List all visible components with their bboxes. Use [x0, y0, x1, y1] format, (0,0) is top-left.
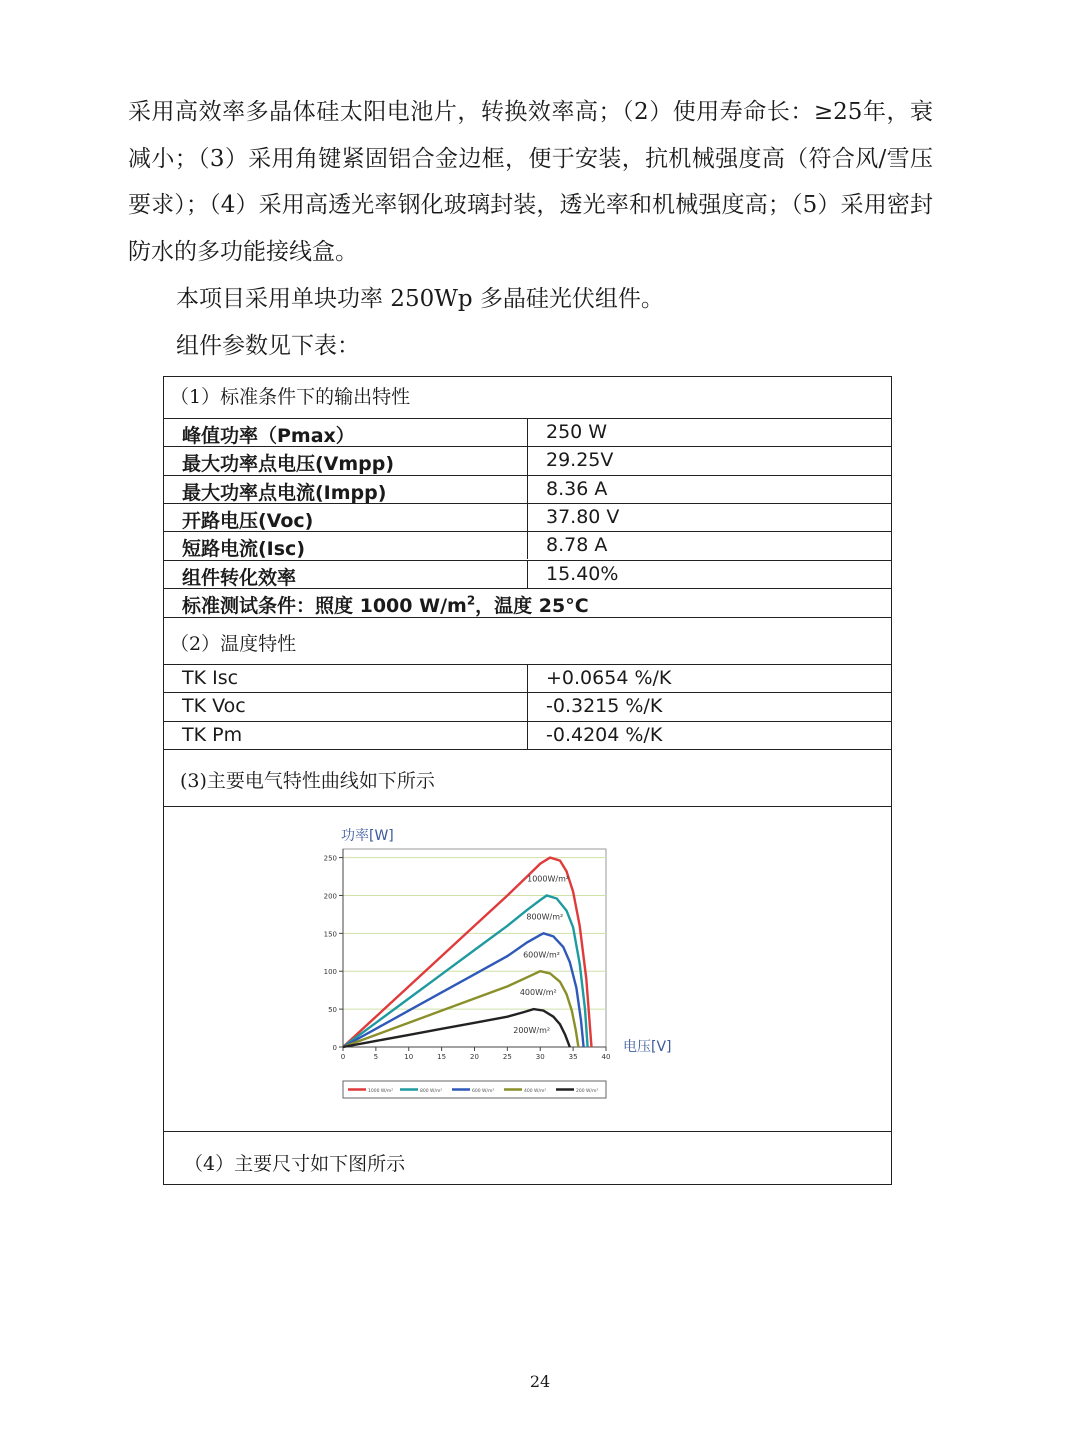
temp-param-row [164, 721, 891, 749]
stc-param-row [164, 560, 891, 588]
y-tick-label: 0 [332, 1044, 337, 1052]
legend-label: 800 W/m² [420, 1089, 443, 1094]
stc-test-conditions: 标准测试条件：照度 1000 $W/m^2$，温度 25°C [182, 593, 589, 617]
column-divider [527, 561, 528, 588]
temp-param-key: TK Isc [182, 667, 239, 689]
stc-param-value: 15.40% [546, 562, 619, 585]
y-tick-label: 150 [323, 930, 337, 939]
x-tick-label: 25 [502, 1053, 512, 1061]
x-tick-label: 5 [373, 1053, 379, 1061]
x-tick-label: 40 [601, 1053, 611, 1061]
y-tick-label: 50 [328, 1006, 337, 1015]
iv-curve-cell [164, 806, 891, 1131]
power-voltage-chart [164, 807, 890, 1130]
stc-param-key: 开路电压(Voc) [182, 509, 314, 532]
paragraph-table-intro: 组件参数见下表： [176, 333, 360, 359]
column-divider [527, 504, 528, 531]
curve-label: 1000W/m² [527, 874, 570, 884]
column-divider [527, 447, 528, 474]
stc-param-key: 组件转化效率 [182, 566, 297, 589]
column-divider [527, 693, 528, 720]
stc-param-key: 最大功率点电压(Vmpp) [182, 453, 395, 476]
section-stc-heading [164, 377, 891, 418]
x-tick-label: 0 [340, 1053, 346, 1061]
x-tick-label: 35 [568, 1053, 578, 1061]
temp-param-key: TK Pm [182, 723, 243, 746]
curve-label: 200W/m² [513, 1026, 551, 1036]
section-curve-heading [164, 749, 891, 806]
stc-param-key: 峰值功率（Pmax） [182, 425, 355, 447]
section-temperature-heading [164, 617, 891, 664]
column-divider [527, 419, 528, 446]
column-divider [527, 665, 528, 692]
temp-param-row [164, 692, 891, 720]
section-temperature-label: （2）温度特性 [170, 633, 297, 655]
stc-param-key: 短路电流(Isc) [182, 538, 306, 561]
stc-param-row [164, 531, 891, 559]
x-tick-label: 20 [470, 1053, 479, 1061]
legend-label: 200 W/m² [576, 1089, 599, 1094]
stc-param-row [164, 503, 891, 531]
y-tick-label: 250 [323, 854, 337, 863]
curve-label: 400W/m² [519, 988, 557, 998]
column-divider [527, 532, 528, 559]
legend-label: 1000 W/m² [368, 1089, 394, 1094]
stc-param-row [164, 418, 891, 446]
column-divider [527, 722, 528, 749]
curve-label: 800W/m² [526, 912, 564, 922]
x-tick-label: 15 [437, 1053, 447, 1061]
page-number: 24 [529, 1372, 551, 1391]
stc-param-value: 250 W [546, 421, 608, 443]
stc-test-conditions-row [164, 588, 891, 617]
stc-param-value: 29.25V [546, 449, 614, 472]
stc-param-value: 37.80 V [546, 505, 620, 528]
stc-param-row [164, 446, 891, 474]
module-parameter-table [163, 376, 892, 1185]
x-tick-label: 10 [404, 1053, 414, 1061]
paragraph-module-features: 采用高效率多晶体硅太阳电池片，转换效率高；（2）使用寿命长：≥25年，衰减小；（3）采用角键紧固铝合金边框，便于安装，抗机械强度高（符合风/雪压要求）；（4）采用高透光率钢化玻璃封装，透光率和机械强度高；（5）采用密封防水的多功能接线盒。 [128, 99, 933, 265]
temp-param-key: TK Voc [182, 695, 246, 718]
y-axis-title: 功率[W] [341, 828, 394, 844]
section-dimension-heading [164, 1131, 891, 1184]
section-stc-label: （1）标准条件下的输出特性 [170, 386, 411, 408]
paragraph-module-power: 本项目采用单块功率 250Wp 多晶硅光伏组件。 [176, 286, 664, 312]
stc-param-key: 最大功率点电流(Impp) [182, 481, 387, 504]
x-tick-label: 30 [535, 1053, 545, 1061]
legend-label: 400 W/m² [524, 1089, 547, 1094]
stc-param-value: 8.78 A [546, 534, 608, 557]
legend-label: 600 W/m² [472, 1089, 495, 1094]
temp-param-value: -0.4204 %/K [546, 723, 663, 746]
section-dimension-label: （4）主要尺寸如下图所示 [184, 1153, 406, 1175]
temp-param-row [164, 664, 891, 692]
y-tick-label: 100 [323, 968, 337, 977]
section-curve-label: (3)主要电气特性曲线如下所示 [180, 770, 435, 792]
x-axis-title: 电压[V] [623, 1039, 672, 1055]
stc-param-value: 8.36 A [546, 477, 608, 500]
temp-param-value: -0.3215 %/K [546, 695, 663, 718]
y-tick-label: 200 [323, 892, 337, 901]
column-divider [527, 476, 528, 503]
curve-label: 600W/m² [523, 950, 560, 960]
stc-param-row [164, 475, 891, 503]
temp-param-value: +0.0654 %/K [546, 667, 672, 689]
